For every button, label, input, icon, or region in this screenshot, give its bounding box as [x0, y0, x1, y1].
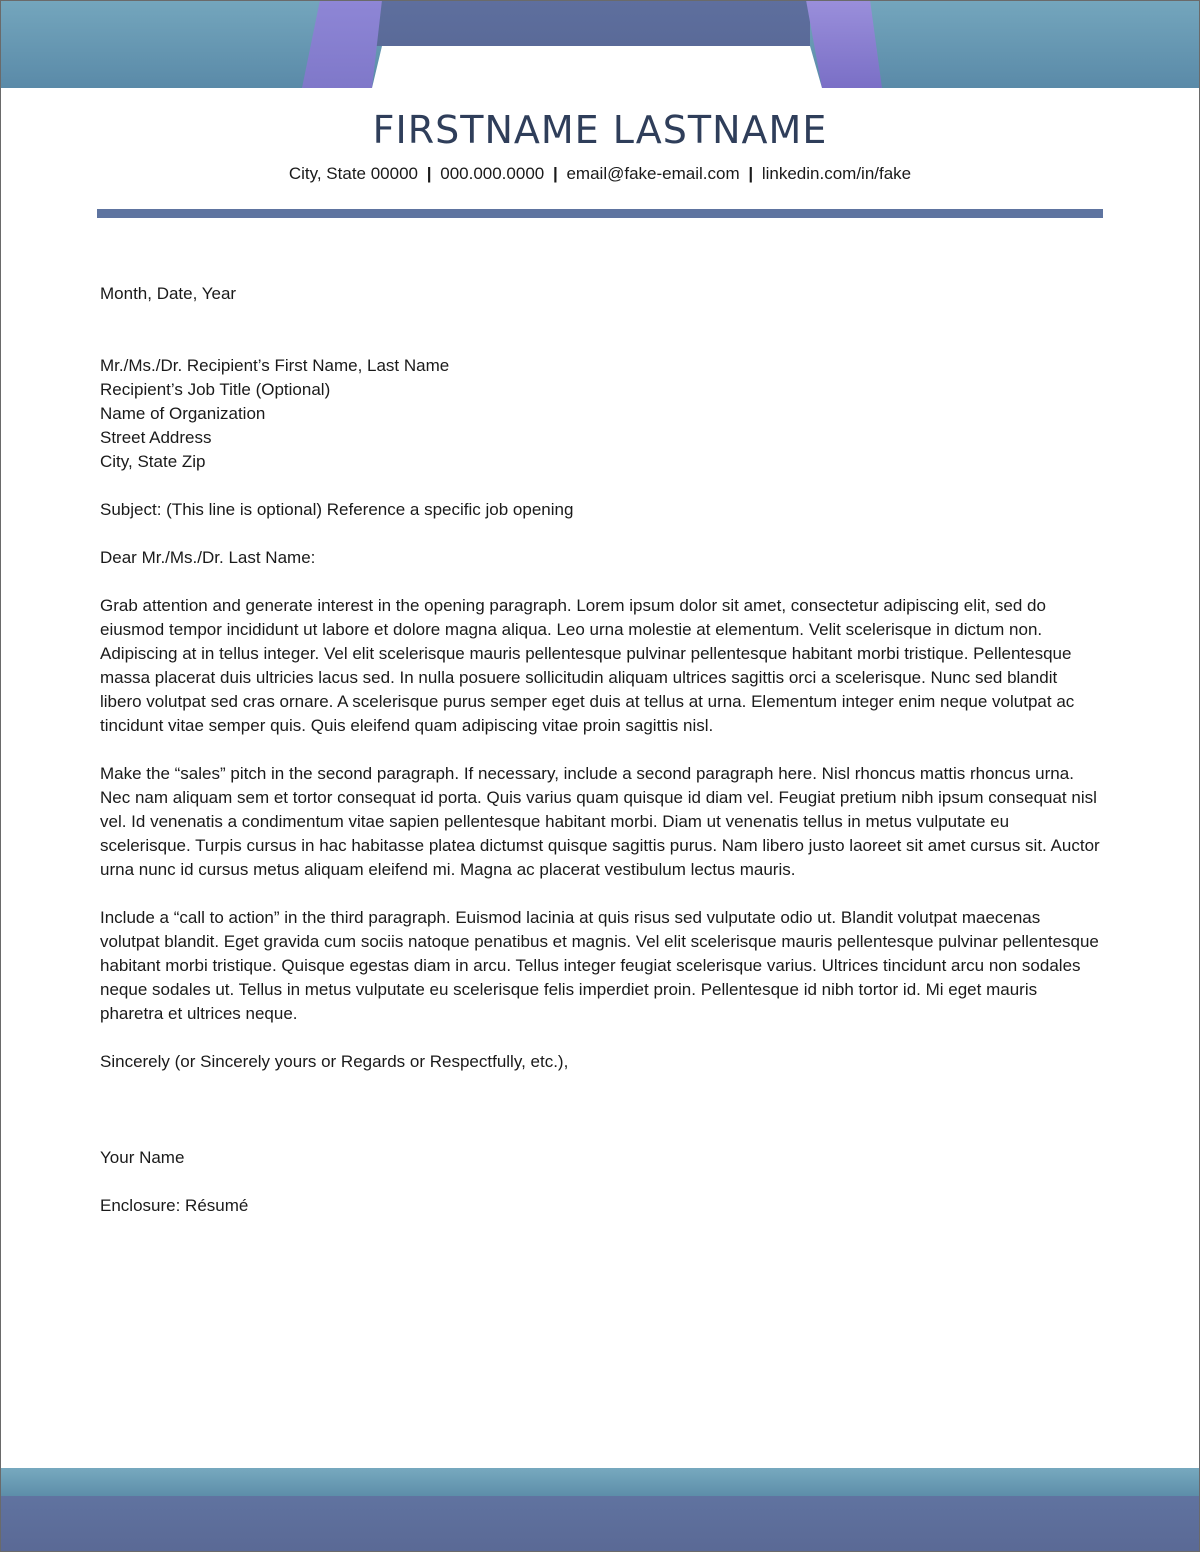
bottom-band-teal — [0, 1468, 1200, 1496]
signature-name: Your Name — [100, 1148, 185, 1167]
header-divider — [97, 209, 1103, 218]
white-header-tab — [372, 46, 822, 88]
contact-phone: 000.000.0000 — [440, 164, 545, 183]
contact-line — [0, 160, 1200, 188]
contact-linkedin[interactable]: linkedin.com/in/fake — [761, 164, 912, 183]
recipient-city-state-zip: City, State Zip — [100, 452, 206, 471]
recipient-block — [100, 354, 1100, 474]
applicant-name: FIRSTNAME LASTNAME — [372, 108, 828, 152]
recipient-street: Street Address — [100, 428, 212, 447]
body-paragraph: Include a “call to action” in the third paragraph. Euismod lacinia at quis risus sed vulputate odio ut. Blandit volutpat maecenas volutpat blandit. Eget gravida cum sociis natoque penatibus et magnis. Vel elit scelerisque mauris pellentesque pulvinar pellentesque habitant morbi tristique. Quisque egestas diam in arcu. Tellus integer feugiat scelerisque varius. Ultrices tincidunt arcu non sodales neque sodales ut. Tellus in metus vulputate eu scelerisque felis imperdiet proin. Pellentesque id nibh tortor id. Mi eget mauris pharetra et ultrices neque. — [100, 908, 1099, 1023]
letter-body — [100, 282, 1100, 1218]
bottom-band-slate — [0, 1496, 1200, 1552]
contact-separator: | — [426, 164, 432, 183]
letter-date: Month, Date, Year — [100, 284, 237, 303]
letter-header — [0, 100, 1200, 188]
salutation: Dear Mr./Ms./Dr. Last Name: — [100, 548, 316, 567]
recipient-name: Mr./Ms./Dr. Recipient’s First Name, Last Name — [100, 356, 450, 375]
body-paragraph: Make the “sales” pitch in the second paragraph. If necessary, include a second paragraph here. Nisl rhoncus mattis rhoncus urna. Nec nam aliquam sem et tortor consequat id porta. Quis varius quam quisque id diam vel. Feugiat pretium nibh ipsum consequat nisl vel. Id venenatis a condimentum vitae sapien pellentesque habitant morbi. Diam ut venenatis tellus in metus vulputate eu scelerisque. Turpis cursus in hac habitasse platea dictumst quisque sagittis purus. Nam libero justo laoreet sit amet cursus sit. Auctor urna nunc id cursus metus aliquam eleifend mi. Magna ac placerat vestibulum lectus mauris. — [100, 764, 1100, 879]
left-violet-facet — [302, 0, 382, 88]
enclosure-line: Enclosure: Résumé — [100, 1196, 249, 1215]
body-paragraph: Grab attention and generate interest in the opening paragraph. Lorem ipsum dolor sit amet, consectetur adipiscing elit, sed do eiusmod tempor incididunt ut labore et dolore magna aliqua. Leo urna molestie at elementum. Velit scelerisque in dictum non. Adipiscing at in tellus integer. Vel elit scelerisque mauris pellentesque pulvinar pellentesque habitant morbi tristique. Pellentesque massa placerat duis ultricies lacus sed. In nulla posuere sollicitudin aliquam ultrices sagittis orci a scelerisque. Nunc sed blandit libero volutpat sed cras ornare. A scelerisque purus semper eget duis at tellus at urna. Elementum integer enim neque volutpat ac tincidunt vitae semper quis. Quis eleifend quam adipiscing vitae proin sagittis nisl. — [100, 596, 1075, 735]
contact-email[interactable]: email@fake-email.com — [566, 164, 740, 183]
closing: Sincerely (or Sincerely yours or Regards or Respectfully, etc.), — [100, 1052, 569, 1071]
subject-line: Subject: (This line is optional) Reference a specific job opening — [100, 500, 574, 519]
contact-separator: | — [552, 164, 558, 183]
contact-city-state: City, State 00000 — [288, 164, 418, 183]
contact-separator: | — [748, 164, 754, 183]
recipient-organization: Name of Organization — [100, 404, 266, 423]
top-trapezoid-accent — [302, 0, 882, 88]
recipient-job-title: Recipient’s Job Title (Optional) — [100, 380, 331, 399]
